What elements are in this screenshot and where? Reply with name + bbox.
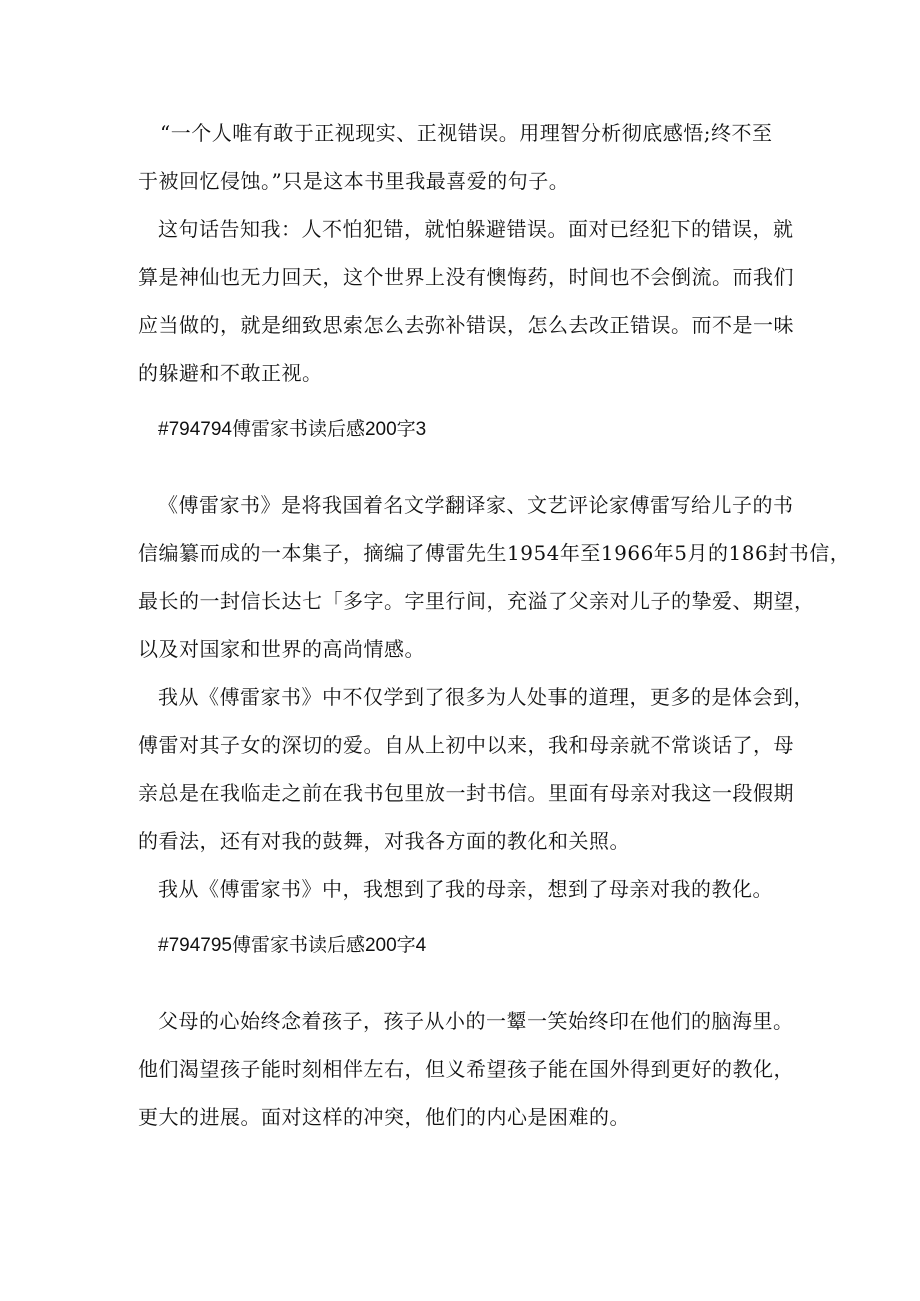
reflection-line-2: 算是神仙也无力回天，这个世界上没有懊悔药，时间也不会倒流。而我们	[138, 265, 794, 289]
reflection-line-3: 应当做的，就是细致思索怎么去弥补错误，怎么去改正错误。而不是一味	[138, 313, 794, 337]
intro-line-2: 信编纂而成的一本集子，摘编了傅雷先生1954年至1966年5月的186封书信，	[138, 541, 851, 565]
intro-line-4: 以及对国家和世界的高尚情感。	[138, 637, 425, 661]
parents-line-1: 父母的心始终念着孩子，孩子从小的一颦一笑始终印在他们的脑海里。	[158, 1009, 794, 1033]
parents-line-3: 更大的进展。面对这样的冲突，他们的内心是困难的。	[138, 1105, 630, 1129]
mother-line-1: 我从《傅雷家书》中，我想到了我的母亲，想到了母亲对我的教化。	[158, 877, 773, 901]
reflection-line-4: 的躲避和不敢正视。	[138, 361, 323, 385]
section-heading-3: #794794傅雷家书读后感200字3	[158, 419, 427, 440]
intro-line-1: 《傅雷家书》是将我国着名文学翻译家、文艺评论家傅雷写给儿子的书	[158, 493, 794, 517]
quote-line-2: 于被回忆侵蚀。”只是这本书里我最喜爱的句子。	[138, 169, 570, 193]
section-heading-4: #794795傅雷家书读后感200字4	[158, 935, 427, 956]
learned-line-4: 的看法，还有对我的鼓舞，对我各方面的教化和关照。	[138, 829, 630, 853]
intro-line-3: 最长的一封信长达七「多字。字里行间，充溢了父亲对儿子的挚爱、期望，	[138, 589, 815, 613]
reflection-line-1: 这句话告知我：人不怕犯错，就怕躲避错误。面对已经犯下的错误，就	[158, 217, 794, 241]
parents-line-2: 他们渴望孩子能时刻相伴左右，但义希望孩子能在国外得到更好的教化，	[138, 1057, 794, 1081]
learned-line-3: 亲总是在我临走之前在我书包里放一封书信。里面有母亲对我这一段假期	[138, 781, 794, 805]
quote-line-1: “一个人唯有敢于正视现实、正视错误。用理智分析彻底感悟;终不至	[160, 121, 773, 145]
learned-line-2: 傅雷对其子女的深切的爱。自从上初中以来，我和母亲就不常谈话了，母	[138, 733, 794, 757]
learned-line-1: 我从《傅雷家书》中不仅学到了很多为人处事的道理，更多的是体会到，	[158, 685, 814, 709]
